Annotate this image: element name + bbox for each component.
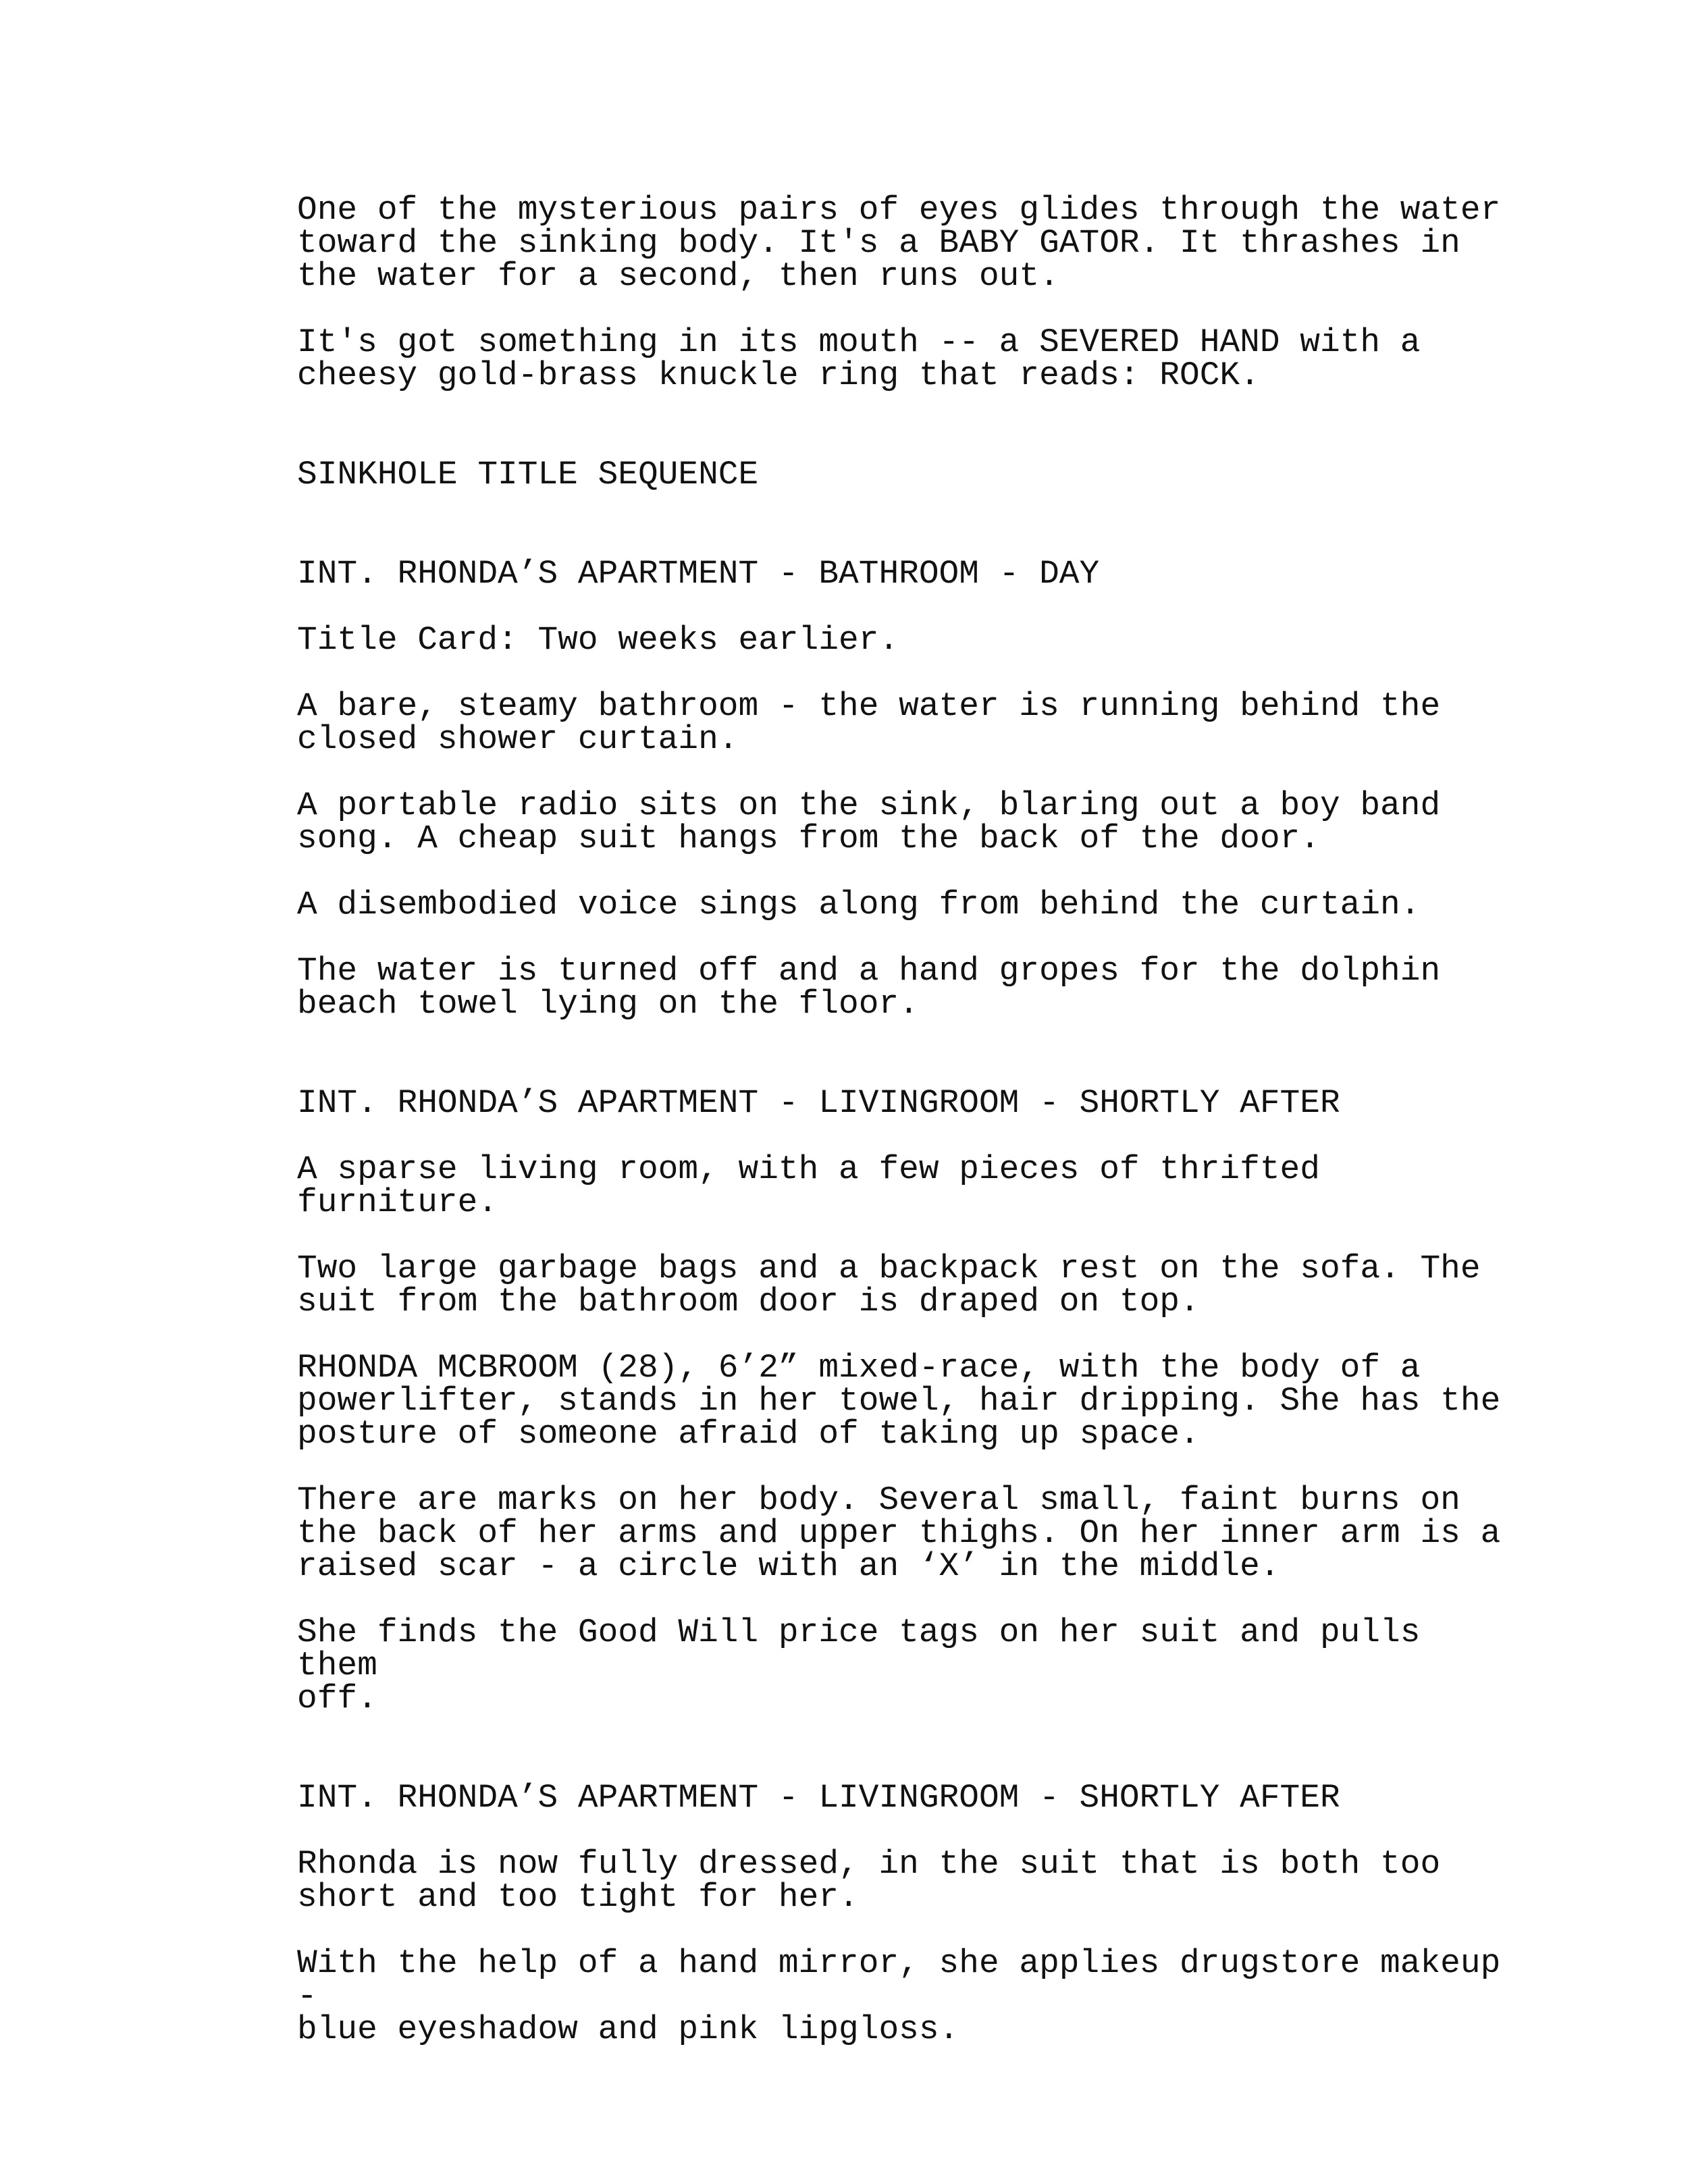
action-line: suit from the bathroom door is draped on top. [297, 1283, 1200, 1321]
action-line: One of the mysterious pairs of eyes glides through the water [297, 191, 1501, 229]
action-line: closed shower curtain. [297, 720, 739, 758]
action-line: the back of her arms and upper thighs. On her inner arm is a [297, 1514, 1501, 1552]
action-paragraph [297, 1616, 1506, 1715]
action-line: blue eyeshadow and pink lipgloss. [297, 2010, 959, 2048]
action-line: RHONDA MCBROOM (28), 6’2” mixed-race, with the body of a [297, 1349, 1421, 1387]
scene-heading-line: INT. RHONDA’S APARTMENT - LIVINGROOM - SHORTLY AFTER [297, 1779, 1340, 1817]
action-line: She finds the Good Will price tags on her suit and pulls them [297, 1614, 1441, 1684]
scene-heading-line: INT. RHONDA’S APARTMENT - BATHROOM - DAY [297, 555, 1100, 593]
action-paragraph [297, 1150, 1506, 1221]
action-line: There are marks on her body. Several small, faint burns on [297, 1481, 1460, 1519]
action-line: furniture. [297, 1183, 498, 1221]
transition-line: SINKHOLE TITLE SEQUENCE [297, 456, 759, 494]
action-paragraph [297, 1481, 1506, 1585]
action-line: posture of someone afraid of taking up space. [297, 1415, 1200, 1453]
scene-heading-paragraph [297, 555, 1506, 593]
action-paragraph [297, 1349, 1506, 1453]
action-line: Two large garbage bags and a backpack rest on the sofa. The [297, 1250, 1481, 1287]
action-line: With the help of a hand mirror, she applies drugstore makeup - [297, 1944, 1521, 2015]
action-line: Title Card: Two weeks earlier. [297, 621, 899, 659]
screenplay-body [297, 191, 1521, 2048]
action-line: A portable radio sits on the sink, blaring out a boy band [297, 787, 1441, 824]
action-line: raised scar - a circle with an ‘X’ in the middle. [297, 1547, 1280, 1585]
action-line: off. [297, 1680, 377, 1717]
scene-heading-paragraph [297, 1779, 1506, 1817]
action-line: A disembodied voice sings along from behind the curtain. [297, 886, 1421, 924]
action-paragraph [297, 1845, 1506, 1916]
action-paragraph [297, 789, 1506, 855]
action-paragraph [297, 1944, 1521, 2048]
action-line: A sparse living room, with a few pieces of thrifted [297, 1150, 1320, 1188]
action-line: It's got something in its mouth -- a SEVERED HAND with a [297, 323, 1421, 361]
action-paragraph [297, 687, 1506, 758]
transition-paragraph [297, 456, 1506, 494]
action-paragraph [297, 191, 1506, 295]
action-paragraph [297, 1252, 1506, 1319]
action-paragraph [297, 323, 1506, 394]
action-line: powerlifter, stands in her towel, hair dripping. She has the [297, 1382, 1501, 1420]
action-line: short and too tight for her. [297, 1878, 859, 1916]
action-paragraph [297, 888, 1506, 922]
action-line: Rhonda is now fully dressed, in the suit that is both too [297, 1845, 1441, 1883]
action-line: cheesy gold-brass knuckle ring that reads: ROCK. [297, 356, 1260, 394]
action-line: the water for a second, then runs out. [297, 257, 1059, 295]
action-line: toward the sinking body. It's a BABY GATOR. It thrashes in [297, 224, 1460, 262]
action-line: song. A cheap suit hangs from the back of the door. [297, 820, 1320, 857]
action-line: A bare, steamy bathroom - the water is running behind the [297, 687, 1441, 725]
action-paragraph [297, 621, 1506, 659]
action-line: The water is turned off and a hand gropes for the dolphin [297, 952, 1441, 990]
scene-heading-paragraph [297, 1084, 1506, 1122]
action-paragraph [297, 952, 1506, 1023]
scene-heading-line: INT. RHONDA’S APARTMENT - LIVINGROOM - SHORTLY AFTER [297, 1084, 1340, 1122]
action-line: beach towel lying on the floor. [297, 985, 919, 1023]
